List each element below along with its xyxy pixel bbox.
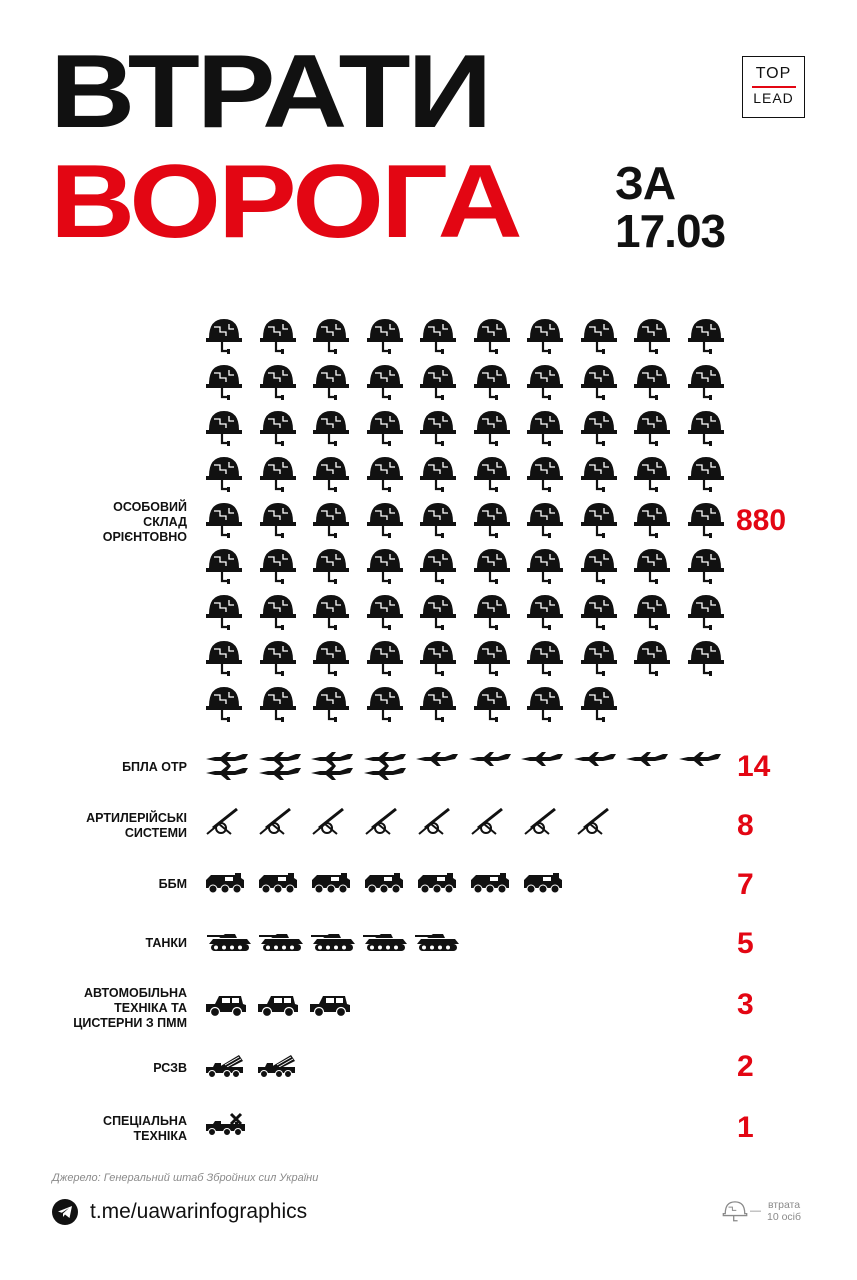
helmet-icon: [526, 408, 564, 453]
helmet-icon: [312, 454, 350, 499]
jeep-icon: [205, 994, 247, 1023]
tank-icon: [361, 932, 409, 959]
helmet-icon: [473, 684, 511, 729]
legend-dash: —: [750, 1205, 761, 1217]
helmet-icon: [580, 362, 618, 407]
helmet-icon: [580, 638, 618, 683]
helmet-icon: [580, 500, 618, 545]
helmet-icon: [259, 454, 297, 499]
helmet-icon: [419, 500, 457, 545]
helmet-icon: [259, 362, 297, 407]
helmet-icon: [580, 684, 618, 729]
howitzer-icon: [364, 806, 400, 841]
armored-vehicle-icon: [258, 872, 298, 899]
helmet-icon: [580, 408, 618, 453]
top-lead-logo: [742, 56, 805, 118]
helmet-icon: [259, 316, 297, 361]
helmet-icon: [259, 638, 297, 683]
legend-text: [767, 1199, 801, 1223]
howitzer-icon: [311, 806, 347, 841]
armored-vehicle-icon: [523, 872, 563, 899]
label-line: ТЕХНІКА ТА: [114, 1001, 187, 1015]
helmet-icon: [580, 316, 618, 361]
helmet-icon: [687, 592, 725, 637]
row-label-vehicles: [27, 986, 187, 1031]
armored-vehicle-icon: [417, 872, 457, 899]
helmet-icon: [366, 500, 404, 545]
helmet-icon: [526, 684, 564, 729]
helmet-icon: [312, 316, 350, 361]
helmet-icon: [205, 546, 243, 591]
drone-icon: [468, 752, 512, 771]
row-label-special: [27, 1114, 187, 1144]
helmet-icon: [633, 638, 671, 683]
helmet-icon: [205, 408, 243, 453]
source-note: Джерело: Генеральний штаб Збройних сил України: [52, 1172, 319, 1184]
helmet-icon: [473, 638, 511, 683]
helmet-icon: [312, 546, 350, 591]
armored-vehicle-icon: [311, 872, 351, 899]
helmet-icon: [312, 592, 350, 637]
label-line: ТАНКИ: [145, 936, 187, 950]
helmet-icon: [259, 500, 297, 545]
logo-accent-bar: [752, 86, 796, 88]
helmet-icon: [259, 592, 297, 637]
helmet-icon: [473, 408, 511, 453]
row-value-tanks: 5: [737, 927, 754, 960]
armored-vehicle-icon: [470, 872, 510, 899]
helmet-icon: [205, 454, 243, 499]
helmet-icon: [633, 408, 671, 453]
row-label-mlrs: [27, 1061, 187, 1076]
legend-line-2: 10 осіб: [767, 1211, 802, 1223]
helmet-icon: [580, 454, 618, 499]
row-label-artillery: [27, 811, 187, 841]
helmet-icon: [205, 362, 243, 407]
row-value-apv: 7: [737, 868, 754, 901]
label-line: ББМ: [158, 877, 187, 891]
helmet-icon: [526, 500, 564, 545]
helmet-icon: [722, 1198, 748, 1224]
helmet-icon: [366, 362, 404, 407]
howitzer-icon: [523, 806, 559, 841]
helmet-icon: [366, 592, 404, 637]
drone-icon: [258, 766, 302, 785]
helmet-icon: [419, 638, 457, 683]
mlrs-icon: [257, 1053, 297, 1084]
helmet-icon: [366, 684, 404, 729]
tank-icon: [257, 932, 305, 959]
helmet-icon: [366, 316, 404, 361]
label-line: ТЕХНІКА: [133, 1129, 187, 1143]
drone-icon: [205, 766, 249, 785]
row-value-uav: 14: [737, 750, 771, 783]
label-line: СПЕЦІАЛЬНА: [103, 1114, 187, 1128]
special-equipment-icon: [205, 1112, 247, 1143]
howitzer-icon: [417, 806, 453, 841]
helmet-icon: [687, 316, 725, 361]
label-line: АРТИЛЕРІЙСЬКІ: [86, 811, 187, 825]
row-value-mlrs: 2: [737, 1050, 754, 1083]
helmet-icon: [633, 592, 671, 637]
label-line: ЦИСТЕРНИ З ПММ: [73, 1016, 187, 1030]
armored-vehicle-icon: [205, 872, 245, 899]
helmet-icon: [687, 454, 725, 499]
helmet-icon: [687, 546, 725, 591]
helmet-icon: [419, 362, 457, 407]
helmet-icon: [526, 546, 564, 591]
row-value-special: 1: [737, 1111, 754, 1144]
drone-icon: [625, 752, 669, 771]
drone-icon: [310, 766, 354, 785]
telegram-link[interactable]: t.me/uawarinfographics: [90, 1200, 308, 1223]
helmet-icon: [259, 546, 297, 591]
helmet-icon: [312, 408, 350, 453]
helmet-icon: [687, 500, 725, 545]
helmet-icon: [633, 546, 671, 591]
helmet-icon: [312, 362, 350, 407]
helmet-icon: [366, 454, 404, 499]
helmet-icon: [205, 592, 243, 637]
logo-line-1: TOP: [755, 65, 792, 82]
helmet-icon: [312, 638, 350, 683]
drone-icon: [363, 766, 407, 785]
helmet-icon: [633, 316, 671, 361]
helmet-icon: [473, 546, 511, 591]
helmet-icon: [687, 362, 725, 407]
jeep-icon: [257, 994, 299, 1023]
row-label-apv: [27, 877, 187, 892]
helmet-icon: [473, 500, 511, 545]
helmet-icon: [312, 684, 350, 729]
label-line: СИСТЕМИ: [124, 826, 187, 840]
helmet-icon: [473, 362, 511, 407]
helmet-icon: [366, 408, 404, 453]
howitzer-icon: [576, 806, 612, 841]
helmet-icon: [205, 316, 243, 361]
drone-icon: [678, 752, 722, 771]
helmet-icon: [312, 500, 350, 545]
helmet-icon: [419, 546, 457, 591]
row-value-artillery: 8: [737, 809, 754, 842]
helmet-icon: [366, 546, 404, 591]
helmet-icon: [580, 546, 618, 591]
logo-line-2: LEAD: [753, 90, 794, 106]
helmet-icon: [526, 638, 564, 683]
row-label-tanks: [27, 936, 187, 951]
legend: [722, 1198, 801, 1224]
helmet-icon: [526, 362, 564, 407]
label-line: ОРІЄНТОВНО: [102, 530, 187, 544]
helmet-icon: [419, 684, 457, 729]
helmet-icon: [633, 362, 671, 407]
helmet-icon: [205, 500, 243, 545]
armored-vehicle-icon: [364, 872, 404, 899]
label-line: ОСОБОВИЙ: [113, 500, 187, 514]
helmet-icon: [687, 638, 725, 683]
drone-icon: [573, 752, 617, 771]
title-line-2: ВОРОГА: [50, 143, 520, 260]
telegram-icon[interactable]: [52, 1199, 78, 1225]
telegram-link-block[interactable]: [52, 1199, 307, 1225]
howitzer-icon: [258, 806, 294, 841]
howitzer-icon: [205, 806, 241, 841]
jeep-icon: [309, 994, 351, 1023]
helmet-icon: [526, 454, 564, 499]
label-line: АВТОМОБІЛЬНА: [83, 986, 187, 1000]
label-line: СКЛАД: [143, 515, 187, 529]
helmet-icon: [473, 592, 511, 637]
howitzer-icon: [470, 806, 506, 841]
helmet-icon: [419, 454, 457, 499]
title-line-1: ВТРАТИ: [50, 33, 490, 151]
helmet-icon: [473, 316, 511, 361]
tank-icon: [205, 932, 253, 959]
helmet-icon: [366, 638, 404, 683]
helmet-icon: [419, 592, 457, 637]
mlrs-icon: [205, 1053, 245, 1084]
helmet-icon: [259, 408, 297, 453]
label-line: БПЛА ОТР: [122, 760, 187, 774]
helmet-icon: [419, 408, 457, 453]
date: 17.03: [615, 205, 726, 257]
tank-icon: [413, 932, 461, 959]
helmet-icon: [580, 592, 618, 637]
helmet-icon: [526, 592, 564, 637]
label-line: РСЗВ: [153, 1061, 187, 1075]
helmet-icon: [687, 408, 725, 453]
row-label-uav: [27, 760, 187, 775]
legend-line-1: втрата: [767, 1199, 801, 1211]
row-value-personnel: 880: [736, 504, 787, 537]
helmet-icon: [419, 316, 457, 361]
drone-icon: [415, 752, 459, 771]
helmet-icon: [633, 500, 671, 545]
helmet-icon: [205, 684, 243, 729]
helmet-icon: [473, 454, 511, 499]
date-prefix: ЗА: [615, 157, 676, 209]
helmet-icon: [205, 638, 243, 683]
tank-icon: [309, 932, 357, 959]
row-label-personnel: [27, 500, 187, 545]
helmet-icon: [259, 684, 297, 729]
helmet-icon: [633, 454, 671, 499]
drone-icon: [520, 752, 564, 771]
helmet-icon: [526, 316, 564, 361]
row-value-vehicles: 3: [737, 988, 754, 1021]
